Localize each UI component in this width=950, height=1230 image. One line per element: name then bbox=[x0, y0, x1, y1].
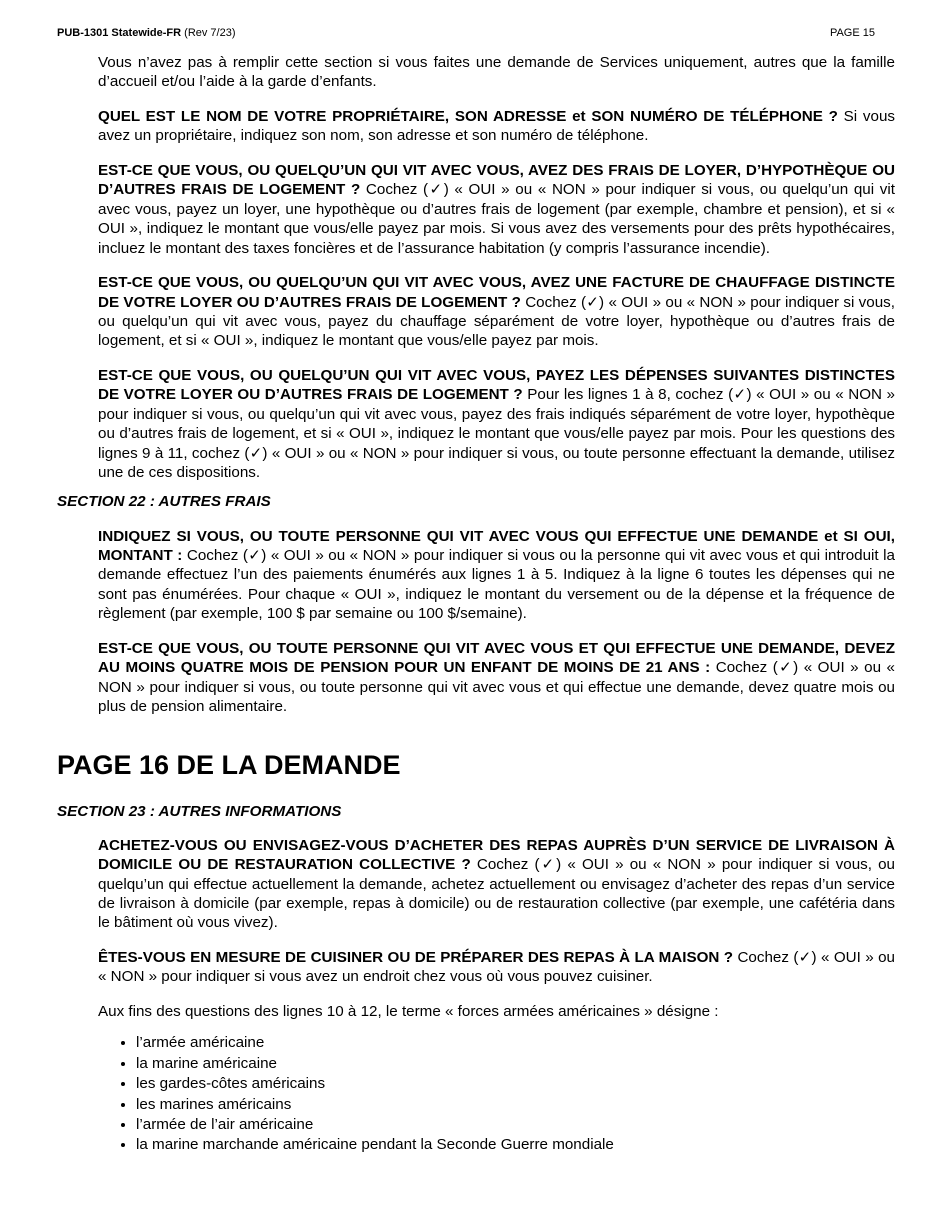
child-support-paragraph bbox=[98, 639, 895, 717]
armed-forces-list bbox=[98, 1033, 895, 1155]
page-number: PAGE 15 bbox=[829, 27, 875, 39]
other-expenses-text: Cochez (✓) « OUI » ou « NON » pour indiquer si vous ou la personne qui vit avec vous et qui introduit la demande effectuez l’un des paiements énumérés aux lignes 1 à 5. Indiquez à la ligne 6 toutes les dépenses qui ne sont pas énumérées. Pour chaque « OUI », indiquez le montant du versement ou de la dépense et la fréquence de règlement (par exemple, 100 $ par semaine ou 100 $/semaine). bbox=[98, 547, 895, 623]
page-header bbox=[57, 27, 875, 43]
landlord-text: Si vous avez un propriétaire, indiquez son nom, son adresse et son numéro de téléphone. bbox=[98, 108, 895, 145]
heating-question: EST-CE QUE VOUS, OU QUELQU’UN QUI VIT AVEC VOUS, AVEZ UNE FACTURE DE CHAUFFAGE DISTINCTE DE VOTRE LOYER OU D’AUTRES FRAIS DE LOGEMENT ? bbox=[98, 274, 895, 311]
list-item: • la marine américaine bbox=[136, 1054, 895, 1074]
list-item: • la marine marchande américaine pendant la Seconde Guerre mondiale bbox=[136, 1135, 895, 1155]
armed-forces-intro: Aux fins des questions des lignes 10 à 12, le terme « forces armées américaines » désigne : bbox=[98, 1002, 719, 1020]
separate-expenses-paragraph bbox=[98, 366, 895, 482]
separate-expenses-question: EST-CE QUE VOUS, OU QUELQU’UN QUI VIT AVEC VOUS, PAYEZ LES DÉPENSES SUIVANTES DISTINCTES DE VOTRE LOYER OU D’AUTRES FRAIS DE LOGEMENT ? bbox=[98, 367, 895, 404]
section-23-title: SECTION 23 : AUTRES INFORMATIONS bbox=[57, 802, 342, 820]
heating-paragraph bbox=[98, 273, 895, 351]
housing-costs-paragraph bbox=[98, 161, 895, 258]
cooking-question: ÊTES-VOUS EN MESURE DE CUISINER OU DE PRÉPARER DES REPAS À LA MAISON ? bbox=[98, 948, 734, 966]
list-item: • les gardes-côtes américains bbox=[136, 1074, 895, 1094]
cooking-text: Cochez (✓) « OUI » ou « NON » pour indiquer si vous avez un endroit chez vous où vous pouvez cuisiner. bbox=[98, 948, 895, 986]
form-id: PUB-1301 Statewide-FR bbox=[57, 27, 182, 39]
meals-delivery-question: ACHETEZ-VOUS OU ENVISAGEZ-VOUS D’ACHETER DES REPAS AUPRÈS D’UN SERVICE DE LIVRAISON À DOMICILE OU DE RESTAURATION COLLECTIVE ? bbox=[98, 836, 895, 874]
page-16-title: PAGE 16 DE LA DEMANDE bbox=[57, 749, 401, 780]
list-item: • l’armée de l’air américaine bbox=[136, 1115, 895, 1135]
other-expenses-paragraph bbox=[98, 527, 895, 624]
list-item: • l’armée américaine bbox=[136, 1033, 895, 1053]
landlord-paragraph bbox=[98, 107, 895, 146]
meals-delivery-text: Cochez (✓) « OUI » ou « NON » pour indiquer si vous, ou quelqu’un qui effectue actuellement la demande, achetez actuellement ou envisagez d’acheter des repas d’un service de livraison à domicile (par exemple, repas à domicile) ou de restauration collective (par exemple, une cafétéria dans le bâtiment où vous vivez). bbox=[98, 856, 896, 932]
form-revision: (Rev 7/23) bbox=[184, 27, 236, 39]
child-support-text: Cochez (✓) « OUI » ou « NON » pour indiquer si vous, ou toute personne qui vit avec vous et qui effectue une demande, devez quatre mois ou plus de pension alimentaire. bbox=[98, 659, 895, 716]
child-support-question: EST-CE QUE VOUS, OU TOUTE PERSONNE QUI VIT AVEC VOUS ET QUI EFFECTUE UNE DEMANDE, DEVEZ AU MOINS QUATRE MOIS DE PENSION POUR UN ENFANT DE MOINS DE 21 ANS : bbox=[98, 639, 895, 677]
document-body bbox=[57, 53, 895, 1156]
cooking-paragraph bbox=[98, 948, 895, 987]
other-expenses-question: INDIQUEZ SI VOUS, OU TOUTE PERSONNE QUI VIT AVEC VOUS QUI EFFECTUE UNE DEMANDE et SI OUI, MONTANT : bbox=[98, 527, 895, 565]
landlord-question: QUEL EST LE NOM DE VOTRE PROPRIÉTAIRE, SON ADRESSE et SON NUMÉRO DE TÉLÉPHONE ? bbox=[98, 108, 838, 125]
list-item: • les marines américains bbox=[136, 1095, 895, 1115]
section-22-title: SECTION 22 : AUTRES FRAIS bbox=[57, 493, 271, 511]
heating-text: Cochez (✓) « OUI » ou « NON » pour indiquer si vous, ou quelqu’un qui vit avec vous, payez du chauffage séparément de votre loyer, hypothèque ou d’autres frais de logement, et si « OUI », indiquez le montant que vous/elle payez par mois. bbox=[98, 293, 895, 350]
housing-costs-text: Cochez (✓) « OUI » ou « NON » pour indiquer si vous, ou quelqu’un qui vit avec vous, payez un loyer, une hypothèque ou d’autres frais de logement (par exemple, chambre et pension), et si « OUI », indiquez le montant que vous/elle payez par mois. Si vous avez des versements pour des prêts hypothécaires, incluez le montant des taxes foncières et de l’assurance habitation (y compris l’assurance incendie). bbox=[98, 181, 895, 257]
meals-delivery-paragraph bbox=[98, 836, 895, 933]
intro-paragraph: Vous n’avez pas à remplir cette section si vous faites une demande de Services uniquement, autres que la famille d’accueil et/ou l’aide à la garde d’enfants. bbox=[98, 54, 895, 91]
housing-costs-question: EST-CE QUE VOUS, OU QUELQU’UN QUI VIT AVEC VOUS, AVEZ DES FRAIS DE LOYER, D’HYPOTHÈQUE OU D’AUTRES FRAIS DE LOGEMENT ? bbox=[98, 162, 895, 199]
separate-expenses-text: Pour les lignes 1 à 8, cochez (✓) « OUI » ou « NON » pour indiquer si vous, ou quelqu’un qui vit avec vous, payez des frais indiqués séparément de votre loyer, hypothèque ou d’autres frais de logement, et si « OUI », indiquez le montant que vous/elle payez par mois. Pour les questions des lignes 9 à 11, cochez (✓) « OUI » ou « NON » pour indiquer si vous, ou toute personne effectuant la demande, utilisez une de ces dispositions. bbox=[98, 386, 895, 482]
